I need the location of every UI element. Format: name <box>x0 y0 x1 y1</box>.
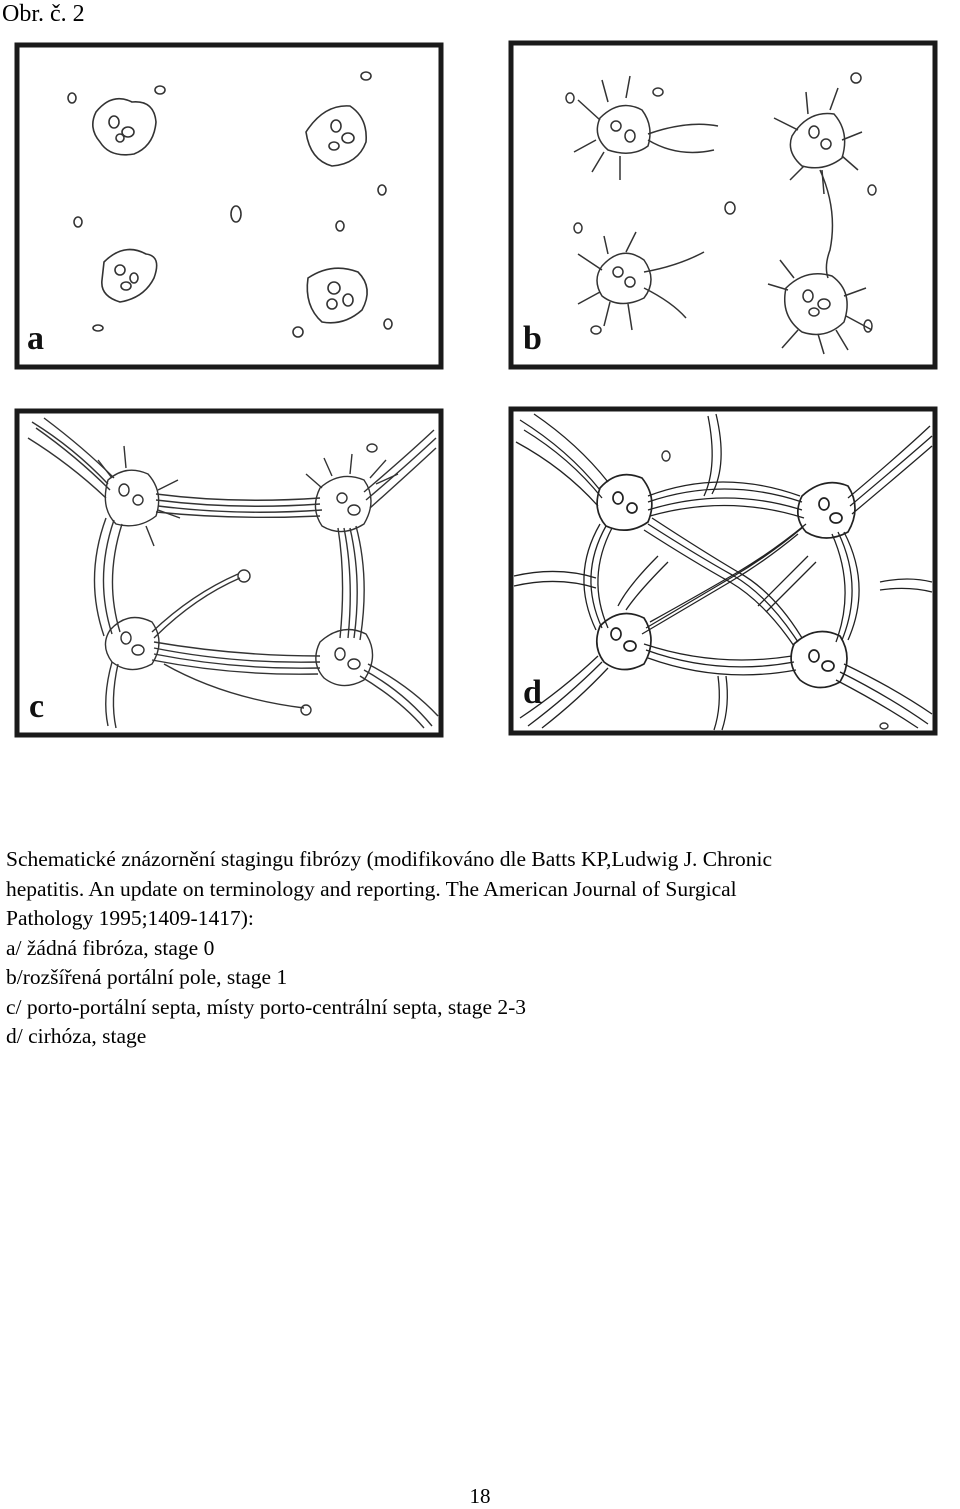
caption-item-b: b/rozšířená portální pole, stage 1 <box>6 965 288 989</box>
panel-a-drawing <box>14 42 444 370</box>
figure-label: Obr. č. 2 <box>2 1 85 27</box>
panel-d <box>508 406 938 736</box>
panel-letter-c: c <box>29 688 45 725</box>
panel-a <box>14 42 444 370</box>
caption-item-c: c/ porto-portální septa, místy porto-centrální septa, stage 2-3 <box>6 994 527 1019</box>
panel-letter-d: d <box>523 674 542 711</box>
figure-caption <box>6 845 936 1052</box>
caption-line-2: hepatitis. An update on terminology and reporting. The American Journal of Surgical <box>6 876 737 901</box>
panel-letter-a: a <box>27 320 44 357</box>
caption-line-1: Schematické znázornění stagingu fibrózy (modifikováno dle Batts KP,Ludwig J. Chronic <box>6 847 773 871</box>
panel-letter-b: b <box>523 320 542 357</box>
panel-b <box>508 40 938 370</box>
caption-line-3: Pathology 1995;1409-1417): <box>6 906 254 930</box>
panel-c-drawing <box>14 408 444 738</box>
caption-item-a: a/ žádná fibróza, stage 0 <box>6 935 215 960</box>
panel-c <box>14 408 444 738</box>
caption-item-d: d/ cirhóza, stage <box>6 1024 147 1048</box>
page-number: 18 <box>469 1484 491 1508</box>
panel-d-drawing <box>508 406 938 736</box>
panel-b-drawing <box>508 40 938 370</box>
